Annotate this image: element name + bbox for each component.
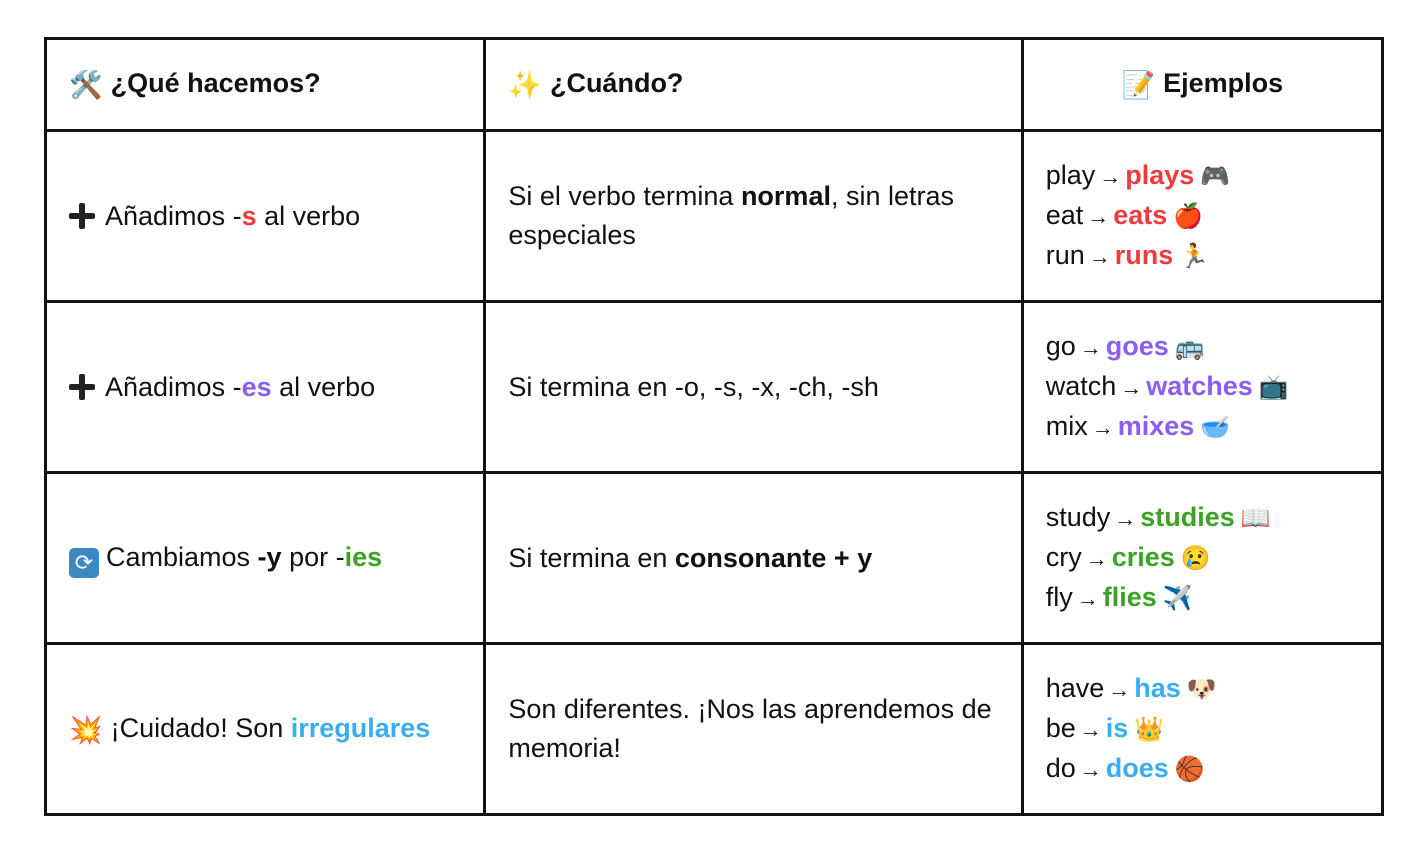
example-base: play: [1045, 160, 1096, 190]
rule-text: Añadimos -: [105, 200, 242, 231]
cycle-arrows-icon: ⟳: [69, 548, 99, 578]
rule-suffix: es: [241, 371, 272, 402]
examples-cell: [1022, 473, 1382, 644]
plus-icon: [69, 203, 95, 229]
header-examples: [1022, 39, 1382, 131]
rule-text-end: al verbo: [256, 200, 361, 231]
rule-text: Añadimos -: [105, 371, 242, 402]
crown-icon: 👑: [1134, 716, 1165, 743]
when-cell: [485, 302, 1022, 473]
example-form: does: [1105, 753, 1169, 783]
header-when: [485, 39, 1022, 131]
examples-cell: [1022, 644, 1382, 815]
rule-cell: [46, 644, 485, 815]
arrow-icon: →: [1085, 546, 1108, 571]
example-base: be: [1045, 713, 1076, 743]
example-base: mix: [1045, 411, 1088, 441]
collision-icon: 💥: [69, 714, 103, 745]
example-form: eats: [1113, 200, 1168, 230]
example-base: run: [1045, 240, 1085, 270]
rules-table: [44, 37, 1384, 816]
memo-icon: 📝: [1121, 70, 1156, 100]
examples-cell: [1022, 302, 1382, 473]
when-bold: consonante + y: [674, 542, 873, 573]
when-text: Son diferentes. ¡Nos las aprendemos de memoria!: [508, 694, 992, 763]
arrow-icon: →: [1076, 586, 1099, 611]
television-icon: 📺: [1258, 374, 1289, 401]
example-form: cries: [1111, 542, 1175, 572]
header-what-label: ¿Qué hacemos?: [110, 68, 321, 98]
game-controller-icon: 🎮: [1200, 163, 1231, 190]
arrow-icon: →: [1079, 757, 1102, 782]
example-line: [1046, 578, 1359, 618]
arrow-icon: →: [1079, 335, 1102, 360]
example-line: [1046, 538, 1359, 578]
tools-icon: 🛠️: [69, 70, 103, 100]
example-base: watch: [1045, 371, 1117, 401]
example-base: fly: [1045, 582, 1073, 612]
rule-text: ¡Cuidado! Son: [110, 712, 291, 743]
arrow-icon: →: [1091, 415, 1114, 440]
basketball-icon: 🏀: [1174, 756, 1205, 783]
arrow-icon: →: [1088, 244, 1111, 269]
rule-text: Cambiamos: [106, 542, 258, 572]
header-row: [46, 39, 1383, 131]
example-line: [1046, 196, 1359, 236]
table-row: [46, 302, 1383, 473]
example-form: plays: [1125, 160, 1195, 190]
example-form: flies: [1102, 582, 1157, 612]
example-form: watches: [1146, 371, 1253, 401]
example-line: [1046, 407, 1359, 447]
table-row: [46, 131, 1383, 302]
arrow-icon: →: [1079, 717, 1102, 742]
sparkles-icon: ✨: [508, 70, 542, 100]
example-base: study: [1045, 502, 1111, 532]
example-line: [1046, 749, 1359, 789]
arrow-icon: →: [1120, 375, 1143, 400]
plus-icon: [69, 374, 95, 400]
example-base: have: [1045, 673, 1105, 703]
rule-cell: [46, 473, 485, 644]
example-form: mixes: [1117, 411, 1195, 441]
table-row: [46, 473, 1383, 644]
example-form: goes: [1105, 331, 1169, 361]
rule-text-end: al verbo: [271, 371, 376, 402]
arrow-icon: →: [1087, 204, 1110, 229]
when-text: Si termina en -o, -s, -x, -ch, -sh: [508, 371, 879, 402]
rule-text-mid: por -: [281, 542, 345, 572]
example-line: [1046, 367, 1359, 407]
table-row: [46, 644, 1383, 815]
arrow-icon: →: [1114, 506, 1137, 531]
example-line: [1046, 498, 1359, 538]
example-form: has: [1134, 673, 1181, 703]
arrow-icon: →: [1108, 677, 1131, 702]
when-bold: normal: [740, 181, 831, 211]
examples-cell: [1022, 131, 1382, 302]
when-cell: [485, 644, 1022, 815]
example-form: is: [1105, 713, 1129, 743]
example-line: [1046, 669, 1359, 709]
when-text: Si el verbo termina: [508, 181, 741, 211]
example-line: [1046, 156, 1359, 196]
example-base: cry: [1045, 542, 1082, 572]
rule-suffix: s: [241, 200, 257, 231]
example-line: [1046, 327, 1359, 367]
when-cell: [485, 131, 1022, 302]
rule-cell: [46, 131, 485, 302]
rule-suffix: irregulares: [290, 712, 431, 743]
header-examples-label: Ejemplos: [1163, 68, 1284, 98]
example-form: studies: [1140, 502, 1235, 532]
when-cell: [485, 473, 1022, 644]
rule-bold: -y: [257, 542, 282, 572]
when-text-end: , sin letras especiales: [508, 181, 955, 250]
example-base: eat: [1045, 200, 1084, 230]
example-line: [1046, 709, 1359, 749]
bus-icon: 🚌: [1174, 334, 1205, 361]
crying-face-icon: 😢: [1180, 545, 1211, 572]
rule-suffix: ies: [344, 542, 383, 572]
header-when-label: ¿Cuándo?: [549, 68, 684, 98]
header-what: [46, 39, 485, 131]
example-form: runs: [1114, 240, 1174, 270]
airplane-icon: ✈️: [1162, 585, 1193, 612]
example-base: go: [1045, 331, 1076, 361]
runner-icon: 🏃: [1179, 243, 1210, 270]
example-base: do: [1045, 753, 1076, 783]
open-book-icon: 📖: [1240, 505, 1271, 532]
rule-cell: [46, 302, 485, 473]
when-text: Si termina en: [508, 542, 675, 573]
dog-face-icon: 🐶: [1186, 676, 1217, 703]
example-line: [1046, 236, 1359, 276]
bowl-icon: 🥣: [1200, 414, 1231, 441]
arrow-icon: →: [1099, 164, 1122, 189]
apple-icon: 🍎: [1173, 203, 1204, 230]
